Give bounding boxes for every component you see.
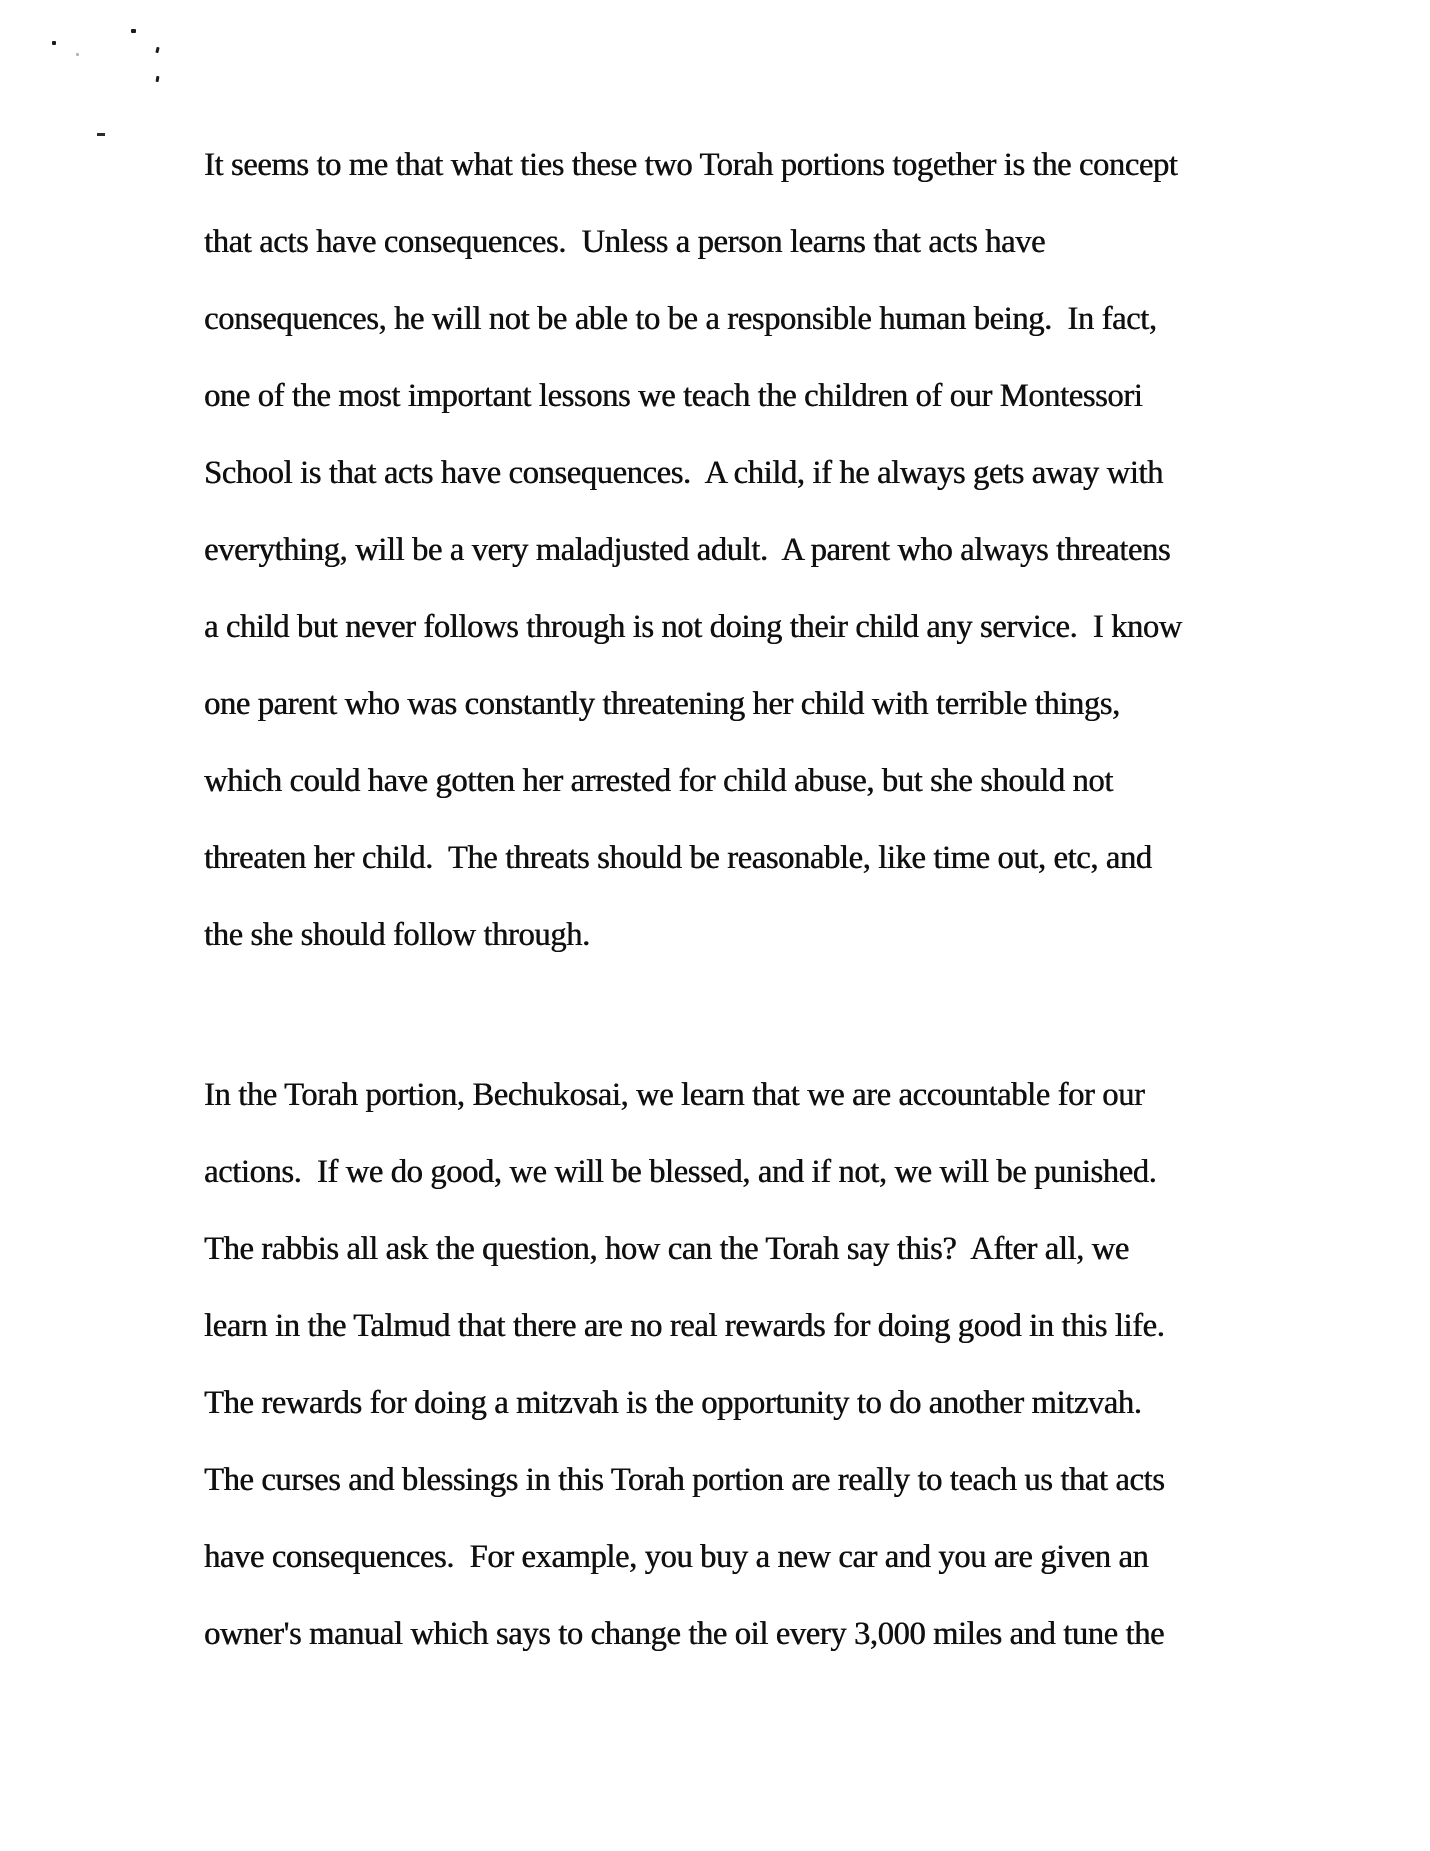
scan-speck bbox=[156, 76, 160, 82]
text-line: learn in the Talmud that there are no real rewards for doing good in this life. bbox=[204, 1308, 1165, 1344]
text-line: actions. If we do good, we will be blessed, and if not, we will be punished. bbox=[204, 1154, 1157, 1190]
text-line: that acts have consequences. Unless a person learns that acts have bbox=[204, 224, 1046, 260]
text-line: The curses and blessings in this Torah portion are really to teach us that acts bbox=[204, 1462, 1165, 1498]
text-line: the she should follow through. bbox=[204, 917, 590, 953]
scan-speck bbox=[97, 133, 105, 136]
scan-speck bbox=[131, 29, 136, 33]
paragraph-acts-have-consequences bbox=[204, 127, 1344, 974]
scan-speck bbox=[76, 53, 79, 56]
text-line: one parent who was constantly threatening her child with terrible things, bbox=[204, 686, 1120, 722]
text-line: School is that acts have consequences. A child, if he always gets away with bbox=[204, 455, 1163, 491]
text-line: everything, will be a very maladjusted adult. A parent who always threatens bbox=[204, 532, 1171, 568]
text-line: In the Torah portion, Bechukosai, we learn that we are accountable for our bbox=[204, 1077, 1145, 1113]
text-line: The rewards for doing a mitzvah is the opportunity to do another mitzvah. bbox=[204, 1385, 1142, 1421]
text-line: consequences, he will not be able to be a responsible human being. In fact, bbox=[204, 301, 1157, 337]
text-line: one of the most important lessons we teach the children of our Montessori bbox=[204, 378, 1143, 414]
text-line: owner's manual which says to change the oil every 3,000 miles and tune the bbox=[204, 1616, 1165, 1652]
scan-speck bbox=[52, 41, 56, 45]
text-line: have consequences. For example, you buy a new car and you are given an bbox=[204, 1539, 1149, 1575]
paragraph-torah-portion-bechukosai bbox=[204, 1057, 1344, 1673]
text-line: The rabbis all ask the question, how can the Torah say this? After all, we bbox=[204, 1231, 1129, 1267]
text-line: It seems to me that what ties these two Torah portions together is the concept bbox=[204, 147, 1178, 183]
text-line: a child but never follows through is not doing their child any service. I know bbox=[204, 609, 1182, 645]
text-line: threaten her child. The threats should be reasonable, like time out, etc, and bbox=[204, 840, 1152, 876]
scan-speck bbox=[155, 47, 159, 54]
text-line: which could have gotten her arrested for child abuse, but she should not bbox=[204, 763, 1113, 799]
